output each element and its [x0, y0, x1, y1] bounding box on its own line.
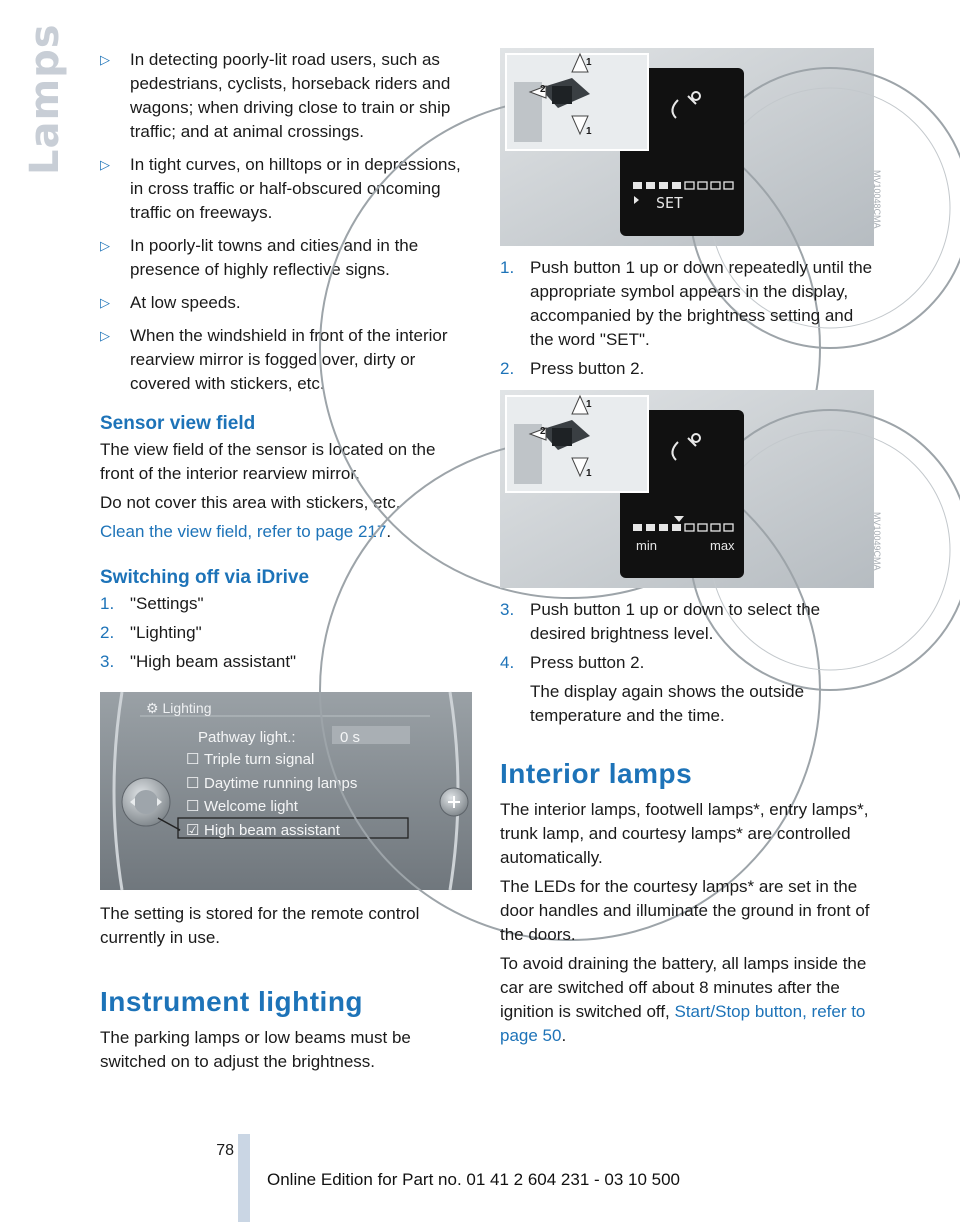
stalk-label-1: 1 [586, 399, 592, 410]
list-item: 1. Push button 1 up or down repeatedly until the appropriate symbol appears in the display, accompanied by the brightness setting and the word "SET". [500, 258, 873, 349]
brightness-figure [500, 390, 882, 588]
list-item: ▷ In tight curves, on hilltops or in depressions, in cross traffic or half-obscured oncoming traffic on freeways. [100, 155, 461, 222]
chapter-tab [22, 23, 68, 180]
sensor-heading: Sensor view field [100, 413, 256, 434]
menu-item-high-beam-assistant[interactable]: ☑ High beam assistant [186, 819, 357, 843]
triangle-bullet-icon: ▷ [100, 295, 110, 310]
right-column [500, 256, 876, 386]
instrument-cluster-drawing [500, 48, 874, 246]
triangle-bullet-icon: ▷ [100, 328, 110, 343]
menu-item-daytime-running[interactable]: ☐ Daytime running lamps [186, 772, 357, 796]
screen-title: ⚙ Lighting [146, 700, 212, 716]
after-screen-para: The setting is stored for the remote control currently in use. [100, 904, 420, 947]
list-item: ▷ In poorly-lit towns and cities and in the presence of highly reflective signs. [100, 236, 419, 279]
condition-list [100, 48, 472, 396]
steps-b [500, 598, 876, 728]
max-label: max [710, 538, 735, 553]
list-item: ▷ When the windshield in front of the interior rearview mirror is fogged over, dirty or covered with stickers, etc. [100, 326, 448, 393]
right-column-lower [500, 598, 876, 1053]
stalk-label-1: 1 [586, 57, 592, 68]
footer-text: Online Edition for Part no. 01 41 2 604 231 - 03 10 500 [267, 1170, 681, 1189]
start-stop-link[interactable]: Start/Stop button, refer to page 50 [500, 1002, 866, 1045]
list-item: 3. "High beam assistant" [100, 652, 297, 671]
page-number: 78 [216, 1142, 234, 1159]
stalk-label-1-lower: 1 [586, 468, 592, 479]
idrive-heading: Switching off via iDrive [100, 567, 310, 588]
list-item: 2. "Lighting" [100, 623, 202, 642]
pathway-label: Pathway light.: [198, 729, 296, 746]
brightness-cluster-drawing [500, 390, 874, 588]
checkbox-icon: ☐ [186, 774, 200, 792]
gear-icon: ⚙ [146, 700, 159, 716]
checkbox-icon: ☐ [186, 798, 200, 815]
pathway-value: 0 s [340, 729, 361, 746]
triangle-bullet-icon: ▷ [100, 52, 110, 67]
list-item: ▷ In detecting poorly-lit road users, such as pedestrians, cyclists, horseback riders and wagons; when driving close to train or ship traffic; and at animal crossings. [100, 50, 451, 141]
list-item: 1. "Settings" [100, 594, 204, 613]
stalk-label-2: 2 [540, 84, 546, 95]
idrive-steps [100, 592, 472, 674]
sensor-para-2: Do not cover this area with stickers, etc. [100, 493, 401, 512]
instrument-figure-set [500, 48, 882, 246]
figure-code: MV10048CMA [872, 170, 882, 229]
screen-menu [186, 748, 357, 842]
interior-para-1: The interior lamps, footwell lamps*, entry lamps*, trunk lamp, and courtesy lamps* are controlled automatically. [500, 800, 869, 867]
step4-note: The display again shows the outside temperature and the time. [530, 682, 805, 725]
interior-para-3: To avoid draining the battery, all lamps inside the car are switched off about 8 minutes after the ignition is switched off, Start/Stop button, refer to page 50. [500, 954, 867, 1045]
steps-a [500, 256, 876, 381]
stalk-label-1-lower: 1 [586, 126, 592, 137]
triangle-bullet-icon: ▷ [100, 238, 110, 253]
min-label: min [636, 538, 657, 553]
list-item: 2. Press button 2. [500, 359, 645, 378]
instrument-para: The parking lamps or low beams must be switched on to adjust the brightness. [100, 1028, 411, 1071]
idrive-lighting-screen [100, 692, 472, 890]
sensor-para-1: The view field of the sensor is located on the front of the interior rearview mirror. [100, 440, 436, 483]
footer-bar [238, 1134, 250, 1222]
clean-view-field-link[interactable]: Clean the view field, refer to page 217 [100, 522, 387, 541]
interior-heading: Interior lamps [500, 758, 693, 789]
menu-item-triple-turn[interactable]: ☐ Triple turn signal [186, 748, 357, 772]
sensor-link-para: Clean the view field, refer to page 217. [100, 522, 392, 541]
list-item: 3. Push button 1 up or down to select the desired brightness level. [500, 600, 821, 643]
checkbox-icon: ☐ [186, 751, 200, 768]
list-item: ▷ At low speeds. [100, 291, 472, 315]
list-item: 4. Press button 2. The display again shows the outside temperature and the time. [500, 651, 876, 728]
instrument-heading: Instrument lighting [100, 986, 364, 1017]
display-set-text: SET [656, 194, 684, 212]
triangle-bullet-icon: ▷ [100, 157, 110, 172]
checkbox-checked-icon: ☑ [186, 821, 200, 839]
chapter-tab-label: Lamps [22, 23, 68, 175]
menu-item-welcome-light[interactable]: ☐ Welcome light [186, 795, 357, 819]
stalk-label-2: 2 [540, 426, 546, 437]
left-column [100, 48, 472, 1079]
figure-code: MV10049CMA [872, 512, 882, 571]
interior-para-2: The LEDs for the courtesy lamps* are set in the door handles and illuminate the ground in front of the doors. [500, 877, 870, 944]
